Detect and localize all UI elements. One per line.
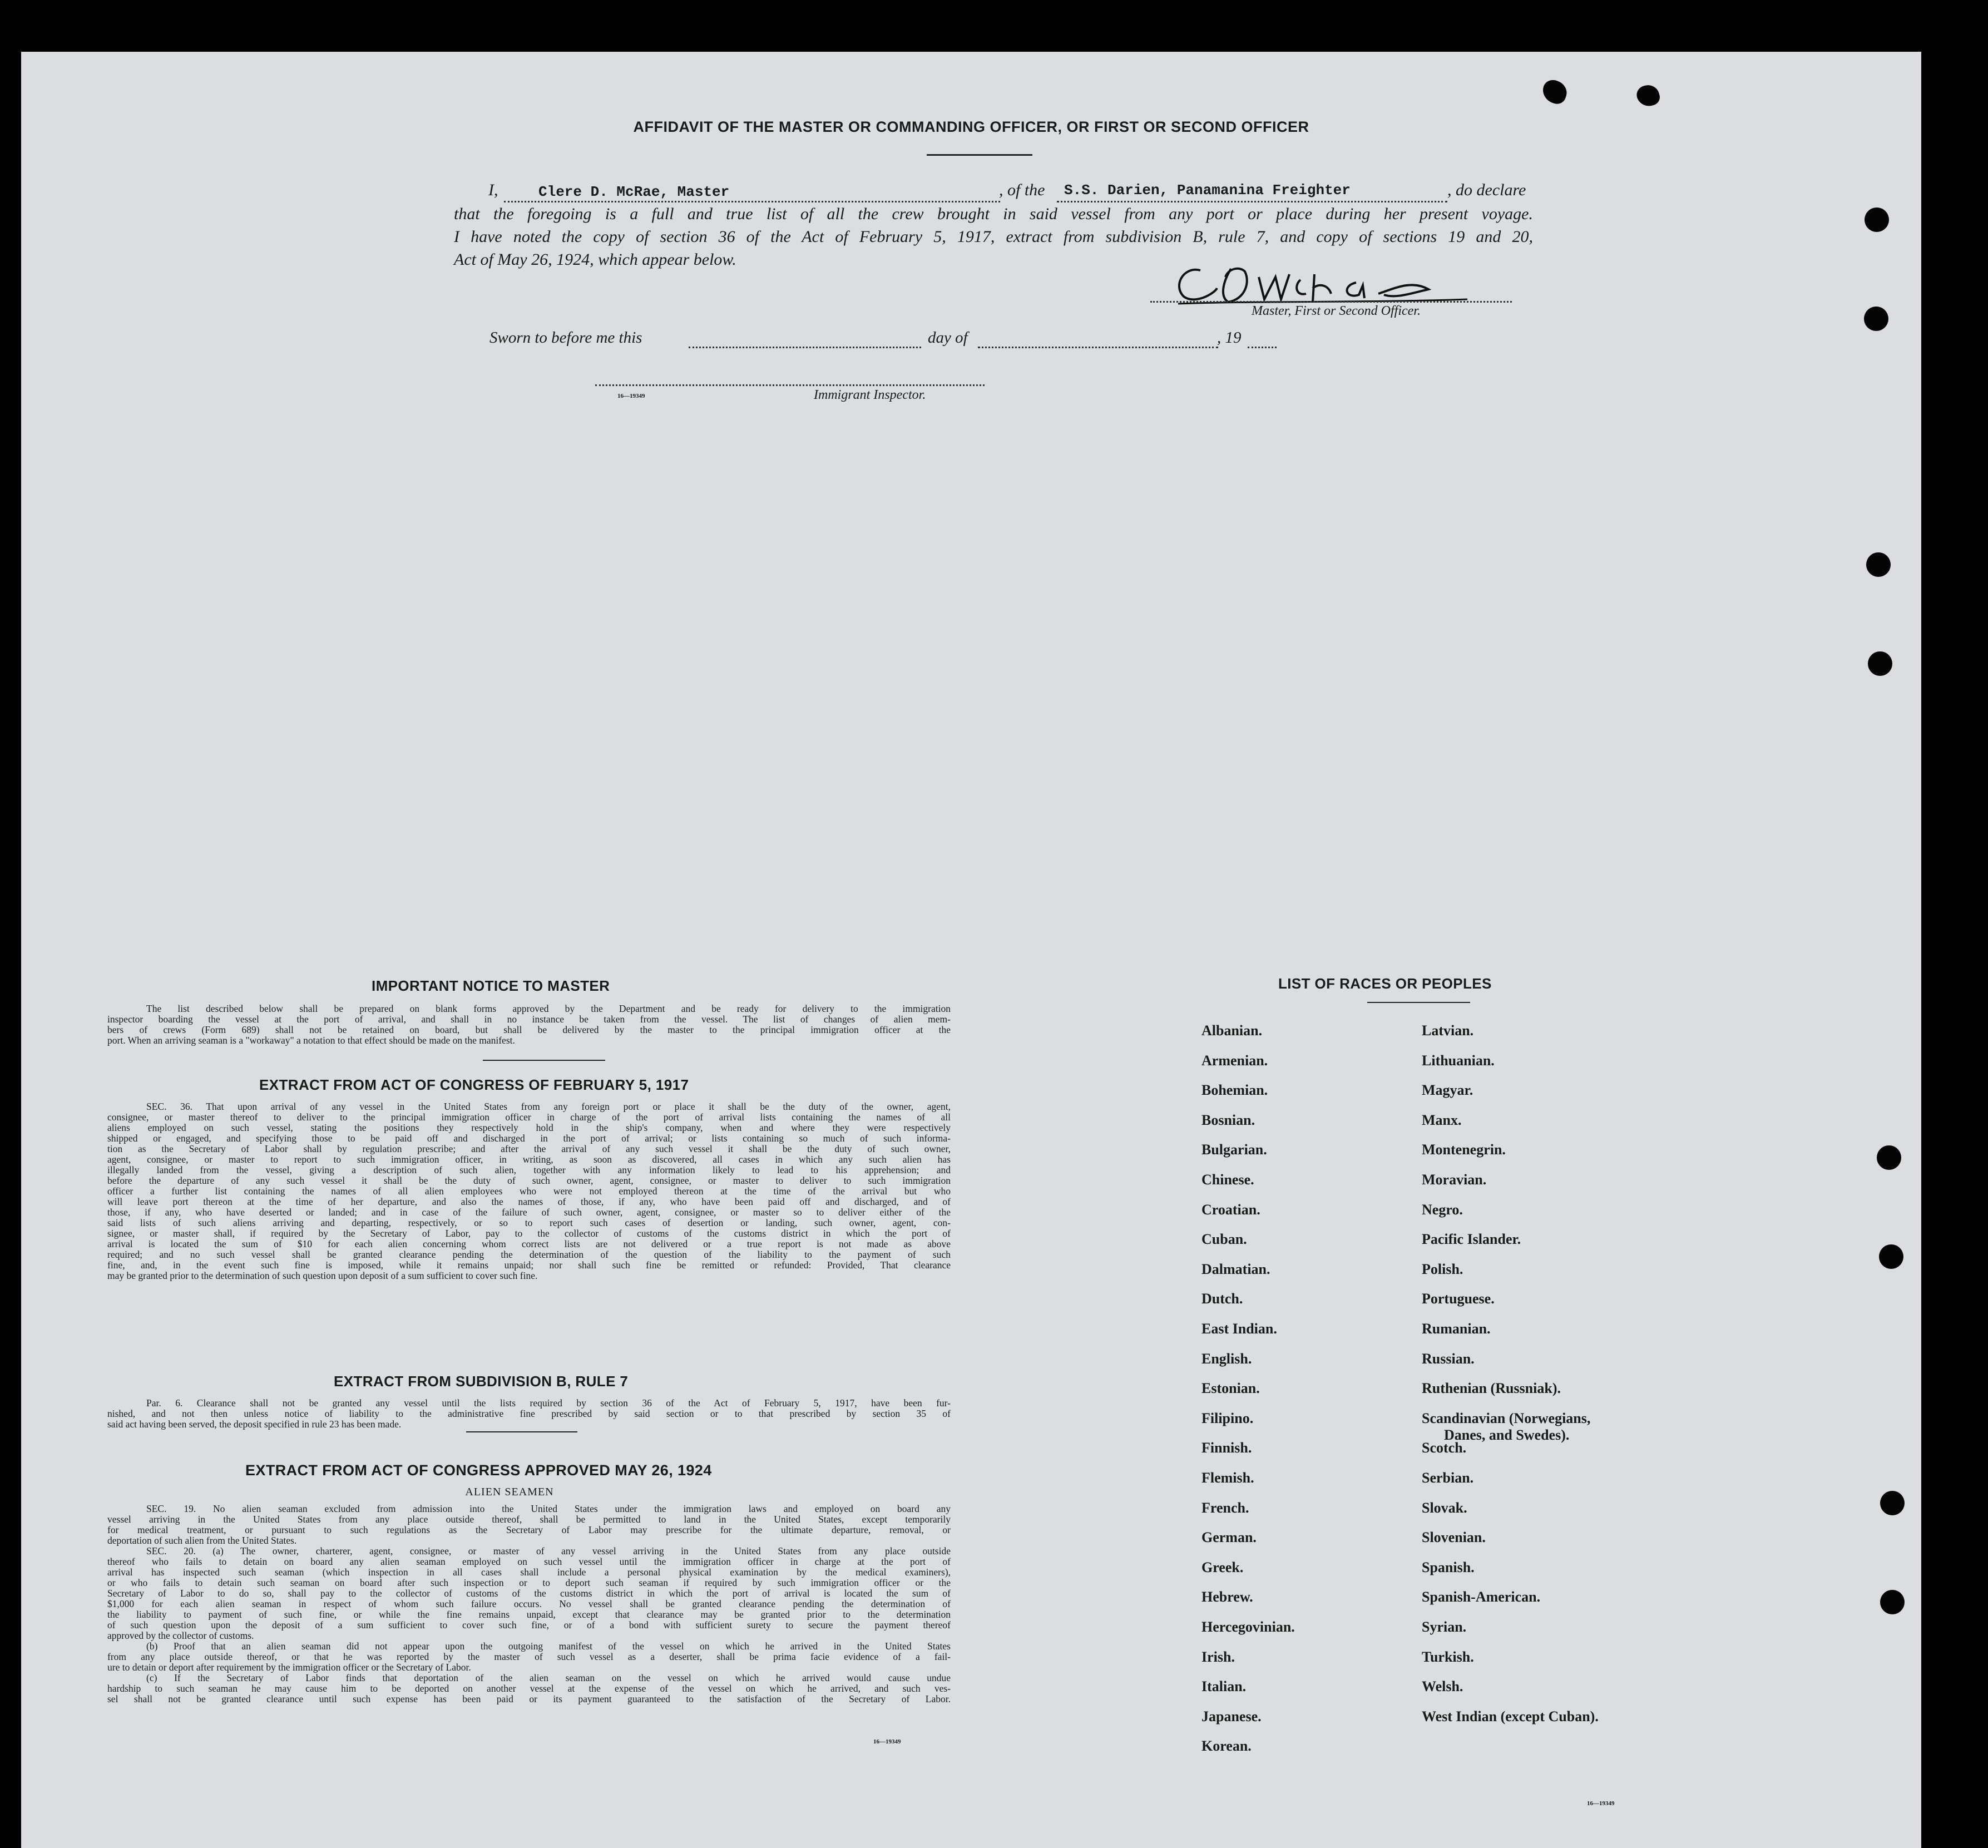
punch-hole [1866, 552, 1891, 577]
extract-1924-line: deportation of such alien from the United States. [107, 1535, 297, 1546]
race-item: Russian. [1422, 1350, 1475, 1367]
race-item: Armenian. [1201, 1052, 1268, 1069]
punch-hole [1864, 307, 1888, 331]
race-item: Korean. [1201, 1738, 1252, 1755]
extract-rule7-title: EXTRACT FROM SUBDIVISION B, RULE 7 [334, 1373, 629, 1390]
race-item: Japanese. [1201, 1708, 1262, 1725]
sworn-label: Sworn to before me this [489, 329, 642, 347]
year-label: , 19 [1217, 329, 1242, 347]
race-item: French. [1201, 1499, 1249, 1516]
extract-1917-line: agent, consignee, or master to report to such immigration officer, in writing, as soon as discovered, all cases in which any such alien has [107, 1154, 951, 1165]
extract-1924-line: the liability to payment of such fine, or while the fine remains unpaid, except that clearance may be granted prior to the determination [107, 1609, 951, 1620]
extract-1924-line: sel shall not be granted clearance until such expense has been paid or its payment guaranteed to the satisfaction of the Secretary of Labor. [107, 1694, 951, 1704]
declarant-line [504, 201, 1000, 202]
extract-1924-line: or who fails to detain such seaman on board after such inspection or to deport such seaman if required by such immigration officer or the [107, 1578, 951, 1588]
race-item: Ruthenian (Russniak). [1422, 1380, 1561, 1397]
race-item: Albanian. [1201, 1022, 1263, 1039]
race-item: Manx. [1422, 1111, 1462, 1128]
extract-1924-line: of such question upon the deposit of a sum sufficient to cover such fine, or of a bond with sufficient surety to secure the payment thereof [107, 1620, 951, 1630]
race-item: Turkish. [1422, 1648, 1474, 1665]
extract-1917-line: officer a further list containing the names of all alien employees who were not employed thereon at the time of the arrival but who [107, 1186, 951, 1197]
extract-1917-line: SEC. 36. That upon arrival of any vessel in the United States from any foreign port or place it shall be the duty of the owner, agent, [146, 1101, 951, 1112]
races-title: LIST OF RACES OR PEOPLES [1278, 975, 1492, 992]
extract-1924-line: for medical treatment, or pursuant to such regulations as the Secretary of Labor may prescribe for the ultimate departure, removal, or [107, 1525, 951, 1535]
ink-blot [1635, 82, 1661, 108]
race-item: Estonian. [1201, 1380, 1260, 1397]
alien-seamen-subtitle: ALIEN SEAMEN [465, 1486, 554, 1498]
race-item: Irish. [1201, 1648, 1235, 1665]
race-item: Portuguese. [1422, 1291, 1495, 1307]
extract-1917-line: required; and no such vessel shall be granted clearance pending the determination of the question of the liability to the payment of such [107, 1249, 951, 1260]
of-the-label: , of the [999, 181, 1045, 199]
vessel-name: S.S. Darien, Panamanina Freighter [1064, 182, 1351, 199]
extract-1924-line: ure to detain or deport after requirement by the immigration officer or the Secretary of Labor. [107, 1662, 471, 1673]
race-item: Hebrew. [1201, 1589, 1253, 1605]
races-rule [1367, 1002, 1470, 1003]
punch-hole [1865, 207, 1889, 232]
extract-1917-body [107, 1101, 951, 1281]
race-item: Serbian. [1422, 1470, 1474, 1486]
extract-1917-line: may be granted prior to the determination of such question upon deposit of a sum sufficient to cover such fine. [107, 1270, 538, 1281]
extract-1917-line: tion as the Secretary of Labor shall by regulation prescribe; and after the arrival of any such vessel it shall be the duty of such owner, [107, 1144, 951, 1154]
race-item: Scandinavian (Norwegians, [1422, 1410, 1591, 1426]
race-item: Greek. [1201, 1559, 1244, 1575]
extract-1924-line: thereof who fails to detain on board any alien seaman employed on such vessel until the immigration officer in charge at the port of [107, 1557, 951, 1567]
race-item: Croatian. [1201, 1201, 1260, 1218]
race-item: Spanish-American. [1422, 1589, 1541, 1605]
race-item: Cuban. [1201, 1231, 1247, 1248]
race-item: Danes, and Swedes). [1444, 1426, 1570, 1443]
extract-1917-line: consignee, or master thereof to deliver to the principal immigration officer in charge of the port of arrival lists containing the names of all [107, 1112, 951, 1123]
inspector-line [595, 384, 985, 386]
extract-1917-line: aliens employed on such vessel, stating the positions they respectively hold in the ship's company, when and where they were respectively [107, 1123, 951, 1133]
race-item: Dutch. [1201, 1291, 1243, 1307]
rule7-rule [466, 1431, 577, 1432]
form-number-bottom-left: 16—19349 [873, 1738, 901, 1745]
signature-caption: Master, First or Second Officer. [1252, 304, 1421, 318]
race-item: Polish. [1422, 1261, 1463, 1277]
extract-1917-line: said lists of such aliens arriving and departing, respectively, or so to report such cases of desertion or landing, such owner, agent, con- [107, 1218, 951, 1228]
extract-1924-line: (c) If the Secretary of Labor finds that deportation of the alien seaman on the vessel on which he arrived would cause undue [146, 1673, 951, 1683]
race-item: Syrian. [1422, 1619, 1467, 1635]
race-item: Rumanian. [1422, 1321, 1491, 1337]
race-item: Montenegrin. [1422, 1142, 1506, 1158]
extract-1924-line: vessel arriving in the United States from any place outside thereof, shall be permitted to land in the United States, except temporarily [107, 1514, 951, 1525]
year-line [1248, 347, 1277, 348]
notice-body [107, 1004, 951, 1046]
extract-1924-line: approved by the collector of customs. [107, 1630, 254, 1641]
affidavit-line-3: I have noted the copy of section 36 of the Act of February 5, 1917, extract from subdivision B, rule 7, and copy of sections 19 and 20, [454, 228, 1533, 246]
punch-hole [1868, 651, 1892, 676]
race-item: Dalmatian. [1201, 1261, 1270, 1277]
do-declare-label: , do declare [1447, 181, 1526, 199]
race-item: Negro. [1422, 1201, 1463, 1218]
race-item: Filipino. [1201, 1410, 1254, 1426]
notice-line: port. When an arriving seaman is a "workaway" a notation to that effect should be made on the manifest. [107, 1035, 515, 1046]
notice-line: The list described below shall be prepared on blank forms approved by the Department and be ready for delivery to the immigration [146, 1004, 951, 1014]
inspector-caption: Immigrant Inspector. [814, 388, 926, 402]
race-item: Slovenian. [1422, 1529, 1486, 1546]
extract-1924-line: from any place outside thereof, or that he was reported by the master of such vessel as a deserter, shall be prima facie evidence of a fail- [107, 1652, 951, 1662]
sworn-month-line [978, 347, 1218, 348]
notice-line: inspector boarding the vessel at the port of arrival, and shall in no instance be taken from the vessel. The list of changes of alien mem- [107, 1014, 951, 1025]
punch-hole [1880, 1491, 1905, 1515]
extract-1924-title: EXTRACT FROM ACT OF CONGRESS APPROVED MAY 26, 1924 [245, 1462, 712, 1479]
punch-hole [1879, 1244, 1903, 1269]
extract-rule7-line: said act having been served, the deposit specified in rule 23 has been made. [107, 1419, 402, 1430]
notice-rule [483, 1060, 605, 1061]
extract-rule7-body [107, 1398, 951, 1430]
extract-rule7-line: Par. 6. Clearance shall not be granted any vessel until the lists required by section 36 of the Act of February 5, 1917, have been fur- [146, 1398, 951, 1409]
race-item: Moravian. [1422, 1172, 1487, 1188]
race-item: Welsh. [1422, 1678, 1463, 1695]
notice-line: bers of crews (Form 689) shall not be retained on board, but shall be delivered by the master to the principal immigration officer at the [107, 1025, 951, 1035]
extract-1924-line: arrival has inspected such seaman (which inspection in all cases shall include a personal physical examination by the medical examiners), [107, 1567, 951, 1578]
race-item: Chinese. [1201, 1172, 1254, 1188]
document-page [21, 52, 1921, 1848]
race-item: Scotch. [1422, 1440, 1467, 1456]
race-item: Pacific Islander. [1422, 1231, 1521, 1248]
race-item: Magyar. [1422, 1082, 1473, 1099]
extract-1917-line: shipped or engaged, and specifying those to be paid off and discharged in the port of arrival; or lists containing so much of such informa- [107, 1133, 951, 1144]
affidavit-line-4: Act of May 26, 1924, which appear below. [454, 250, 736, 269]
extract-1917-line: fine, and, in the event such fine is imposed, while it remains unpaid; nor shall such fine be remitted or refunded: Provided, That clearance [107, 1260, 951, 1271]
vessel-line [1057, 201, 1447, 202]
extract-1917-line: before the departure of any such vessel it shall be the duty of such owner, agent, consignee, or master to deliver to such immigration [107, 1175, 951, 1186]
race-item: Spanish. [1422, 1559, 1475, 1575]
extract-rule7-line: nished, and not then unless notice of liability to the administrative fine prescribed by said section or to that prescribed by section 35 of [107, 1409, 951, 1419]
extract-1924-line: (b) Proof that an alien seaman did not appear upon the outgoing manifest of the vessel on which he arrived in the United States [146, 1641, 951, 1652]
race-item: East Indian. [1201, 1321, 1277, 1337]
affidavit-line-2: that the foregoing is a full and true list of all the crew brought in said vessel from any port or place during her present voyage. [454, 205, 1533, 223]
notice-title: IMPORTANT NOTICE TO MASTER [372, 977, 610, 994]
race-item: Lithuanian. [1422, 1052, 1495, 1069]
declarant-name: Clere D. McRae, Master [538, 184, 730, 200]
race-item: Bosnian. [1201, 1111, 1255, 1128]
extract-1924-line: SEC. 19. No alien seaman excluded from admission into the United States under the immigration laws and employed on board any [146, 1504, 951, 1514]
extract-1917-line: arrival is located the sum of $10 for each alien concerning whom correct lists are not delivered or a true report is not made as above [107, 1239, 951, 1249]
race-item: Finnish. [1201, 1440, 1252, 1456]
race-item: German. [1201, 1529, 1257, 1546]
race-item: West Indian (except Cuban). [1422, 1708, 1599, 1725]
race-item: Hercegovinian. [1201, 1619, 1295, 1635]
race-item: Latvian. [1422, 1022, 1474, 1039]
extract-1924-line: hardship to such seaman he may cause him to be deported on another vessel at the expense of the vessel on which he arrived, and such ves- [107, 1683, 951, 1694]
extract-1924-line: SEC. 20. (a) The owner, charterer, agent, consignee, or master of any vessel arriving in the United States from any place outside [146, 1546, 951, 1557]
race-item: Italian. [1201, 1678, 1247, 1695]
form-number-races: 16—19349 [1587, 1800, 1615, 1807]
extract-1917-line: illegally landed from the vessel, giving a description of such alien, together with any information likely to lead to his apprehension; and [107, 1165, 951, 1175]
punch-hole [1880, 1590, 1905, 1614]
extract-1917-title: EXTRACT FROM ACT OF CONGRESS OF FEBRUARY 5, 1917 [259, 1076, 689, 1093]
title-rule [927, 154, 1032, 156]
punch-hole [1877, 1145, 1901, 1170]
extract-1917-line: will leave port thereon at the time of her departure, and also the names of those, if any, who have been paid off and discharged, and of [107, 1197, 951, 1207]
race-item: Bulgarian. [1201, 1142, 1267, 1158]
extract-1924-line: $1,000 for each alien seaman in respect of whom such failure occurs. No vessel shall be granted clearance pending the determination of [107, 1599, 951, 1609]
race-item: Slovak. [1422, 1499, 1467, 1516]
extract-1917-line: signee, or master shall, if required by the Secretary of Labor, pay to the collector of customs of the customs district in which the port of [107, 1228, 951, 1239]
signature-line [1150, 301, 1512, 303]
race-item: Flemish. [1201, 1470, 1254, 1486]
extract-1924-body [107, 1504, 951, 1704]
extract-1924-line: Secretary of Labor to do so, shall pay to the collector of customs of the customs district in which the port of arrival is located the sum of [107, 1588, 951, 1599]
ink-blot [1539, 77, 1570, 107]
extract-1917-line: those, if any, who have deserted or landed; and in case of the failure of such owner, agent, consignee, or master so to deliver either of the [107, 1207, 951, 1218]
day-of-label: day of [928, 329, 968, 347]
sworn-day-line [689, 347, 921, 348]
form-number-top: 16—19349 [617, 393, 645, 399]
affidavit-title: AFFIDAVIT OF THE MASTER OR COMMANDING OFFICER, OR FIRST OR SECOND OFFICER [633, 118, 1309, 135]
race-item: English. [1201, 1350, 1252, 1367]
race-item: Bohemian. [1201, 1082, 1268, 1099]
i-label: I, [488, 181, 498, 199]
